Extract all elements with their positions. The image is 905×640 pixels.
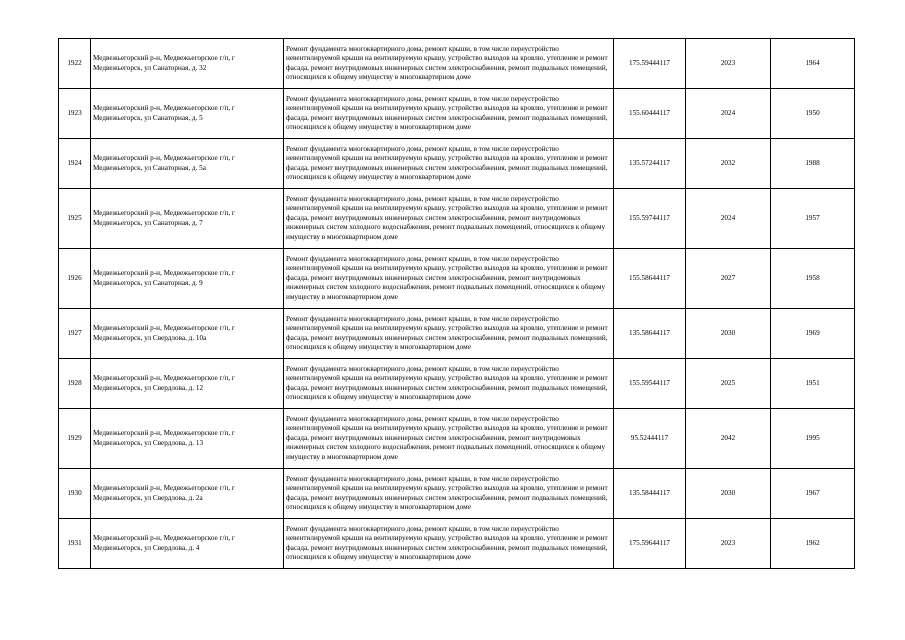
address-cell: Медвежьегорский р-н, Медвежьегорское г/п, г Медвежьегорск, ул Санаторная, д. 5а [91, 139, 284, 189]
repair-year-cell: 2030 [686, 469, 771, 519]
row-number: 1928 [59, 359, 91, 409]
table-row [59, 89, 855, 139]
repair-year-cell: 2025 [686, 359, 771, 409]
works-cell: Ремонт фундамента многоквартирного дома, ремонт крыши, в том числе переустройство невентилируемой крыши на вентилируемую крышу, устройство выходов на кровлю, утепление и ремонт фасада, ремонт внутридомовых инженерных систем электроснабжения, ремонт подвальных помещений, относящихся к общему имуществу в многоквартирном доме [284, 469, 614, 519]
build-year-cell: 1957 [771, 189, 855, 249]
build-year-cell: 1958 [771, 249, 855, 309]
build-year-cell: 1962 [771, 519, 855, 569]
build-year-cell: 1950 [771, 89, 855, 139]
row-number: 1923 [59, 89, 91, 139]
repair-year-cell: 2042 [686, 409, 771, 469]
works-cell: Ремонт фундамента многоквартирного дома, ремонт крыши, в том числе переустройство невентилируемой крыши на вентилируемую крышу, устройство выходов на кровлю, утепление и ремонт фасада, ремонт внутридомовых инженерных систем электроснабжения, ремонт подвальных помещений, относящихся к общему имуществу в многоквартирном доме [284, 519, 614, 569]
table-row [59, 519, 855, 569]
works-cell: Ремонт фундамента многоквартирного дома, ремонт крыши, в том числе переустройство невентилируемой крыши на вентилируемую крышу, устройство выходов на кровлю, утепление и ремонт фасада, ремонт внутридомовых инженерных систем электроснабжения, ремонт подвальных помещений, относящихся к общему имуществу в многоквартирном доме [284, 359, 614, 409]
works-cell: Ремонт фундамента многоквартирного дома, ремонт крыши, в том числе переустройство невентилируемой крыши на вентилируемую крышу, устройство выходов на кровлю, утепление и ремонт фасада, ремонт внутридомовых инженерных систем электроснабжения, ремонт внутридомовых инженерных систем холодного водоснабжения, ремонт подвальных помещений, относящихся к общему имуществу в многоквартирном доме [284, 249, 614, 309]
cost-cell: 135.58644117 [614, 309, 686, 359]
cost-cell: 175.59444117 [614, 39, 686, 89]
address-cell: Медвежьегорский р-н, Медвежьегорское г/п, г Медвежьегорск, ул Санаторная, д. 9 [91, 249, 284, 309]
cost-cell: 155.59744117 [614, 189, 686, 249]
cost-cell: 155.60444117 [614, 89, 686, 139]
table-row [59, 359, 855, 409]
table-row [59, 139, 855, 189]
repair-year-cell: 2030 [686, 309, 771, 359]
cost-cell: 135.57244117 [614, 139, 686, 189]
row-number: 1930 [59, 469, 91, 519]
repair-year-cell: 2023 [686, 39, 771, 89]
row-number: 1925 [59, 189, 91, 249]
build-year-cell: 1964 [771, 39, 855, 89]
repair-year-cell: 2032 [686, 139, 771, 189]
works-cell: Ремонт фундамента многоквартирного дома, ремонт крыши, в том числе переустройство невентилируемой крыши на вентилируемую крышу, устройство выходов на кровлю, утепление и ремонт фасада, ремонт внутридомовых инженерных систем электроснабжения, ремонт подвальных помещений, относящихся к общему имуществу в многоквартирном доме [284, 89, 614, 139]
build-year-cell: 1967 [771, 469, 855, 519]
address-cell: Медвежьегорский р-н, Медвежьегорское г/п, г Медвежьегорск, ул Свердлова, д. 12 [91, 359, 284, 409]
address-cell: Медвежьегорский р-н, Медвежьегорское г/п, г Медвежьегорск, ул Свердлова, д. 4 [91, 519, 284, 569]
address-cell: Медвежьегорский р-н, Медвежьегорское г/п, г Медвежьегорск, ул Санаторная, д. 7 [91, 189, 284, 249]
works-cell: Ремонт фундамента многоквартирного дома, ремонт крыши, в том числе переустройство невентилируемой крыши на вентилируемую крышу, устройство выходов на кровлю, утепление и ремонт фасада, ремонт внутридомовых инженерных систем электроснабжения, ремонт подвальных помещений, относящихся к общему имуществу в многоквартирном доме [284, 309, 614, 359]
table-row [59, 409, 855, 469]
row-number: 1922 [59, 39, 91, 89]
build-year-cell: 1969 [771, 309, 855, 359]
cost-cell: 175.59644117 [614, 519, 686, 569]
address-cell: Медвежьегорский р-н, Медвежьегорское г/п, г Медвежьегорск, ул Санаторная, д. 5 [91, 89, 284, 139]
build-year-cell: 1995 [771, 409, 855, 469]
works-cell: Ремонт фундамента многоквартирного дома, ремонт крыши, в том числе переустройство невентилируемой крыши на вентилируемую крышу, устройство выходов на кровлю, утепление и ремонт фасада, ремонт внутридомовых инженерных систем электроснабжения, ремонт внутридомовых инженерных систем холодного водоснабжения, ремонт подвальных помещений, относящихся к общему имуществу в многоквартирном доме [284, 409, 614, 469]
address-cell: Медвежьегорский р-н, Медвежьегорское г/п, г Медвежьегорск, ул Свердлова, д. 2а [91, 469, 284, 519]
repair-year-cell: 2024 [686, 189, 771, 249]
row-number: 1927 [59, 309, 91, 359]
cost-cell: 95.52444117 [614, 409, 686, 469]
works-cell: Ремонт фундамента многоквартирного дома, ремонт крыши, в том числе переустройство невентилируемой крыши на вентилируемую крышу, устройство выходов на кровлю, утепление и ремонт фасада, ремонт внутридомовых инженерных систем электроснабжения, ремонт подвальных помещений, относящихся к общему имуществу в многоквартирном доме [284, 39, 614, 89]
table-row [59, 249, 855, 309]
works-cell: Ремонт фундамента многоквартирного дома, ремонт крыши, в том числе переустройство невентилируемой крыши на вентилируемую крышу, устройство выходов на кровлю, утепление и ремонт фасада, ремонт внутридомовых инженерных систем электроснабжения, ремонт внутридомовых инженерных систем холодного водоснабжения, ремонт подвальных помещений, относящихся к общему имуществу в многоквартирном доме [284, 189, 614, 249]
address-cell: Медвежьегорский р-н, Медвежьегорское г/п, г Медвежьегорск, ул Свердлова, д. 13 [91, 409, 284, 469]
address-cell: Медвежьегорский р-н, Медвежьегорское г/п, г Медвежьегорск, ул Санаторная, д. 32 [91, 39, 284, 89]
row-number: 1929 [59, 409, 91, 469]
table-row [59, 309, 855, 359]
cost-cell: 135.58444117 [614, 469, 686, 519]
table-row [59, 39, 855, 89]
cost-cell: 155.58644117 [614, 249, 686, 309]
row-number: 1924 [59, 139, 91, 189]
repair-year-cell: 2023 [686, 519, 771, 569]
address-cell: Медвежьегорский р-н, Медвежьегорское г/п, г Медвежьегорск, ул Свердлова, д. 10а [91, 309, 284, 359]
works-cell: Ремонт фундамента многоквартирного дома, ремонт крыши, в том числе переустройство невентилируемой крыши на вентилируемую крышу, устройство выходов на кровлю, утепление и ремонт фасада, ремонт внутридомовых инженерных систем электроснабжения, ремонт подвальных помещений, относящихся к общему имуществу в многоквартирном доме [284, 139, 614, 189]
repair-year-cell: 2027 [686, 249, 771, 309]
build-year-cell: 1951 [771, 359, 855, 409]
table-row [59, 469, 855, 519]
repair-year-cell: 2024 [686, 89, 771, 139]
cost-cell: 155.59544117 [614, 359, 686, 409]
build-year-cell: 1988 [771, 139, 855, 189]
row-number: 1926 [59, 249, 91, 309]
registry-table [58, 38, 855, 569]
table-row [59, 189, 855, 249]
row-number: 1931 [59, 519, 91, 569]
